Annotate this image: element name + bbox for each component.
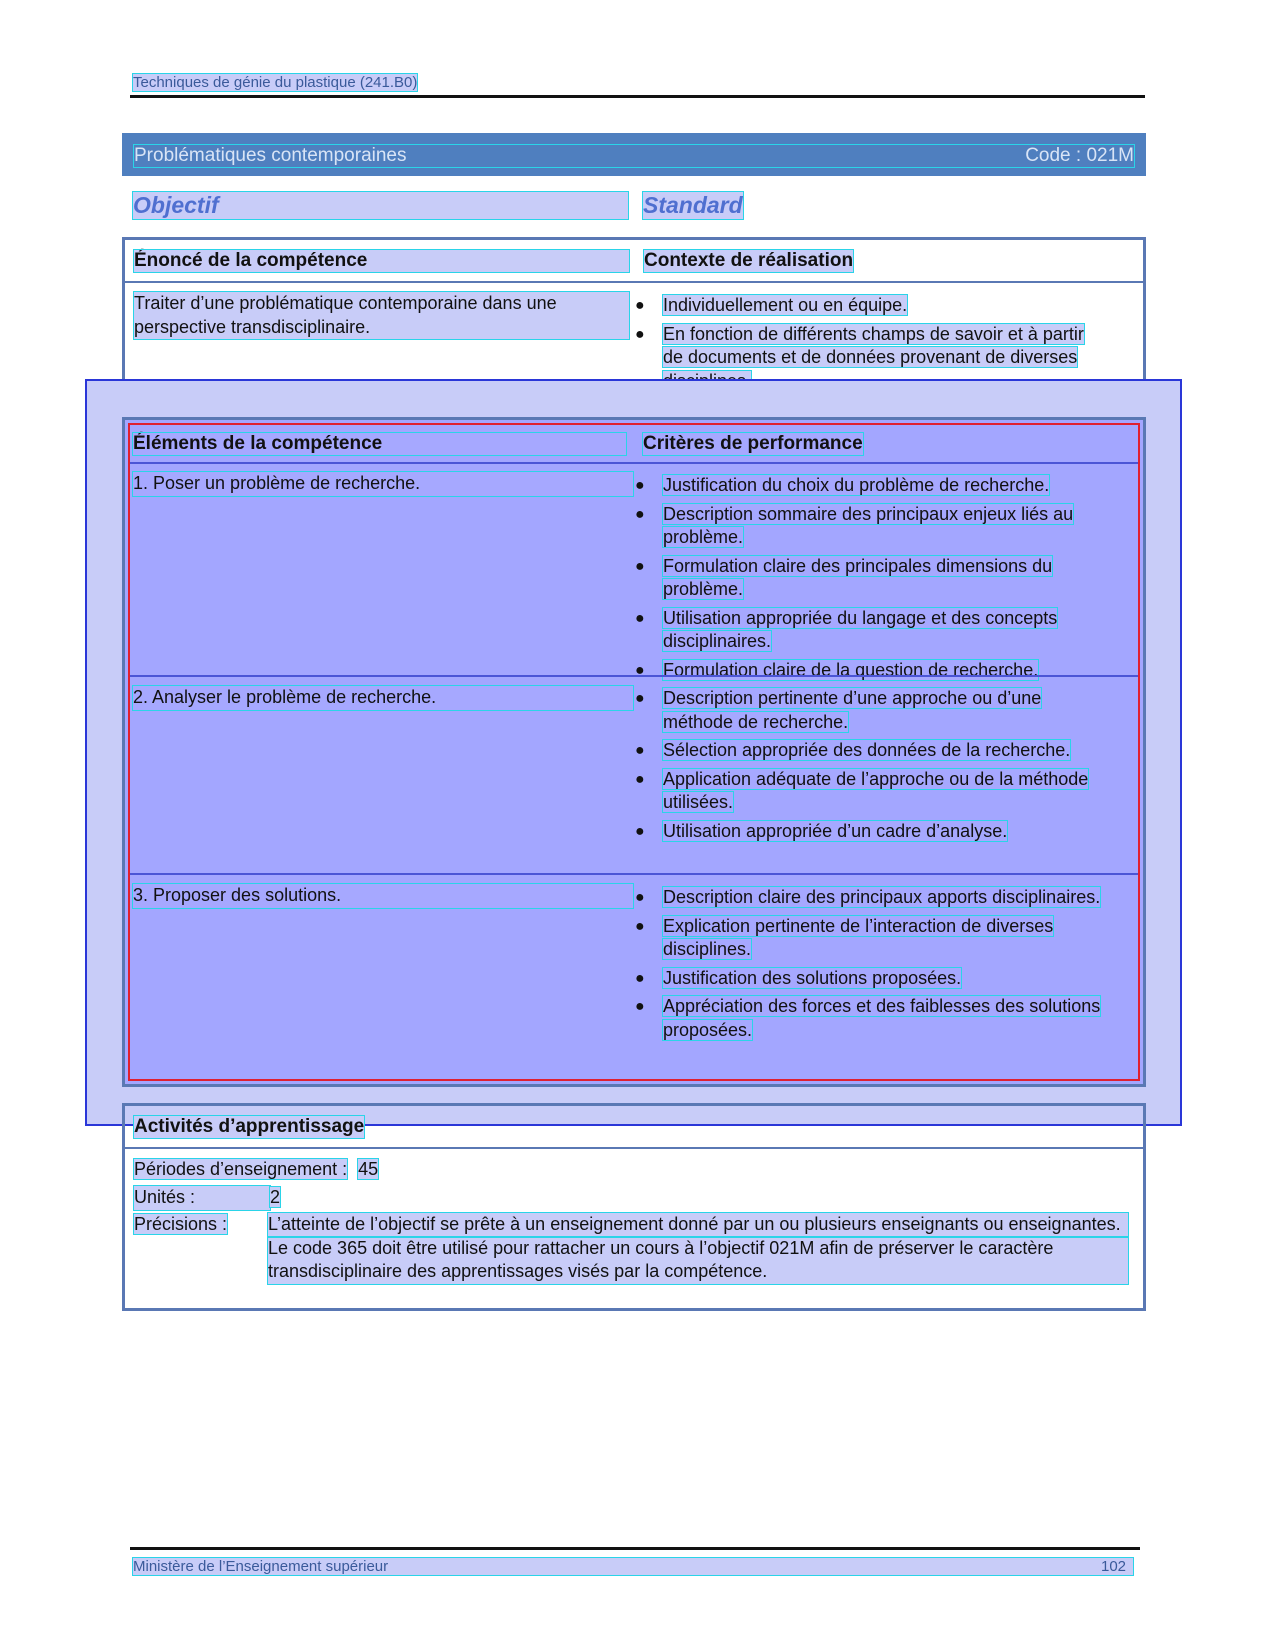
criteria-list-1	[633, 474, 1108, 687]
contexte-heading: Contexte de réalisation	[644, 250, 854, 271]
bullet-icon: ●	[635, 969, 645, 987]
list-item: ● Sélection appropriée des données de la recherche.	[633, 739, 1093, 763]
bullet-icon: ●	[635, 822, 645, 840]
enonce-heading: Énoncé de la compétence	[134, 250, 629, 272]
elements-box	[122, 417, 1146, 1087]
row-separator	[130, 675, 1138, 677]
periods-label: Périodes d’enseignement :	[134, 1159, 348, 1179]
periods-value: 45	[358, 1159, 379, 1179]
criteria-list-3	[633, 886, 1108, 1047]
precisions-paragraph-1: L’atteinte de l’objectif se prête à un enseignement donné par un ou plusieurs enseignants ou enseignantes.	[268, 1213, 1128, 1237]
list-item: ● Description sommaire des principaux enjeux liés au problème.	[635, 503, 1074, 547]
units-value: 2	[270, 1187, 281, 1207]
bullet-icon: ●	[635, 889, 645, 906]
enonce-box-header	[125, 240, 1143, 283]
bullet-icon: ●	[635, 770, 645, 788]
running-header: Techniques de génie du plastique (241.B0)	[133, 74, 418, 91]
list-item: ● En fonction de différents champs de savoir et à partir de documents et de données provenant de diverses	[633, 323, 1105, 394]
footer-rule	[130, 1547, 1140, 1550]
list-item: ● Application adéquate de l’approche ou de la méthode utilisées.	[635, 768, 1089, 812]
list-item: ● Formulation claire de la question de recherche.	[633, 659, 1108, 683]
units-label: Unités :	[134, 1186, 270, 1210]
element-1: 1. Poser un problème de recherche.	[133, 472, 633, 496]
list-item: ● Appréciation des forces et des faiblesses des solutions proposées.	[635, 996, 1101, 1040]
elements-heading: Éléments de la compétence	[133, 433, 626, 455]
header-separator	[130, 462, 1138, 464]
title-bar	[122, 133, 1146, 176]
enonce-box	[122, 237, 1146, 399]
bullet-icon: ●	[635, 917, 645, 935]
criteria-list-2	[633, 687, 1093, 848]
bullet-icon: ●	[635, 609, 645, 627]
course-title: Problématiques contemporaines	[134, 145, 1134, 167]
bullet-icon: ●	[635, 661, 645, 679]
activities-heading: Activités d’apprentissage	[134, 1116, 365, 1137]
bullet-icon: ●	[635, 742, 645, 759]
bullet-icon: ●	[635, 297, 645, 314]
footer-ministry: Ministère de l’Enseignement supérieur	[133, 1558, 1133, 1575]
bullet-icon: ●	[635, 998, 645, 1015]
activities-box-header	[125, 1106, 1143, 1149]
periods-row	[134, 1158, 378, 1182]
list-item: ● Description claire des principaux apports disciplinaires.	[633, 886, 1108, 910]
list-item: ● Justification des solutions proposées.	[633, 967, 1108, 991]
header-rule	[130, 95, 1145, 98]
list-item: ● Formulation claire des principales dimensions du problème.	[635, 555, 1053, 599]
activities-box	[122, 1103, 1146, 1311]
precisions-label: Précisions :	[134, 1214, 228, 1234]
precisions-text	[268, 1213, 1128, 1284]
objectif-heading: Objectif	[133, 192, 628, 219]
page-number: 102	[1101, 1558, 1127, 1575]
element-2: 2. Analyser le problème de recherche.	[133, 686, 633, 710]
list-item: ● Description pertinente d’une approche ou d’une méthode de recherche.	[635, 688, 1042, 732]
course-code: Code : 021M	[1025, 145, 1134, 166]
competence-statement: Traiter d’une problématique contemporaine dans une perspective transdisciplinaire.	[134, 292, 629, 339]
bullet-icon: ●	[635, 557, 645, 575]
list-item: ● Individuellement ou en équipe.	[633, 294, 1105, 318]
list-item: ● Justification du choix du problème de recherche.	[633, 474, 1108, 498]
units-row	[134, 1186, 280, 1210]
list-item: ● Explication pertinente de l’interaction de diverses disciplines.	[635, 915, 1054, 959]
list-item: ● Utilisation appropriée du langage et des concepts disciplinaires.	[635, 607, 1058, 651]
precisions-paragraph-2: Le code 365 doit être utilisé pour rattacher un cours à l’objectif 021M afin de préserver le caractère transdisciplinaire des apprentissages visés par la compétence.	[268, 1237, 1128, 1284]
bullet-icon: ●	[635, 690, 645, 707]
criteres-heading: Critères de performance	[643, 433, 863, 454]
standard-heading: Standard	[643, 192, 743, 218]
bullet-icon: ●	[635, 325, 645, 343]
element-3: 3. Proposer des solutions.	[133, 884, 633, 908]
row-separator	[130, 873, 1138, 875]
list-item: ● Utilisation appropriée d’un cadre d’analyse.	[633, 820, 1093, 844]
elements-highlight	[128, 423, 1140, 1081]
bullet-icon: ●	[635, 477, 645, 494]
bullet-icon: ●	[635, 505, 645, 523]
